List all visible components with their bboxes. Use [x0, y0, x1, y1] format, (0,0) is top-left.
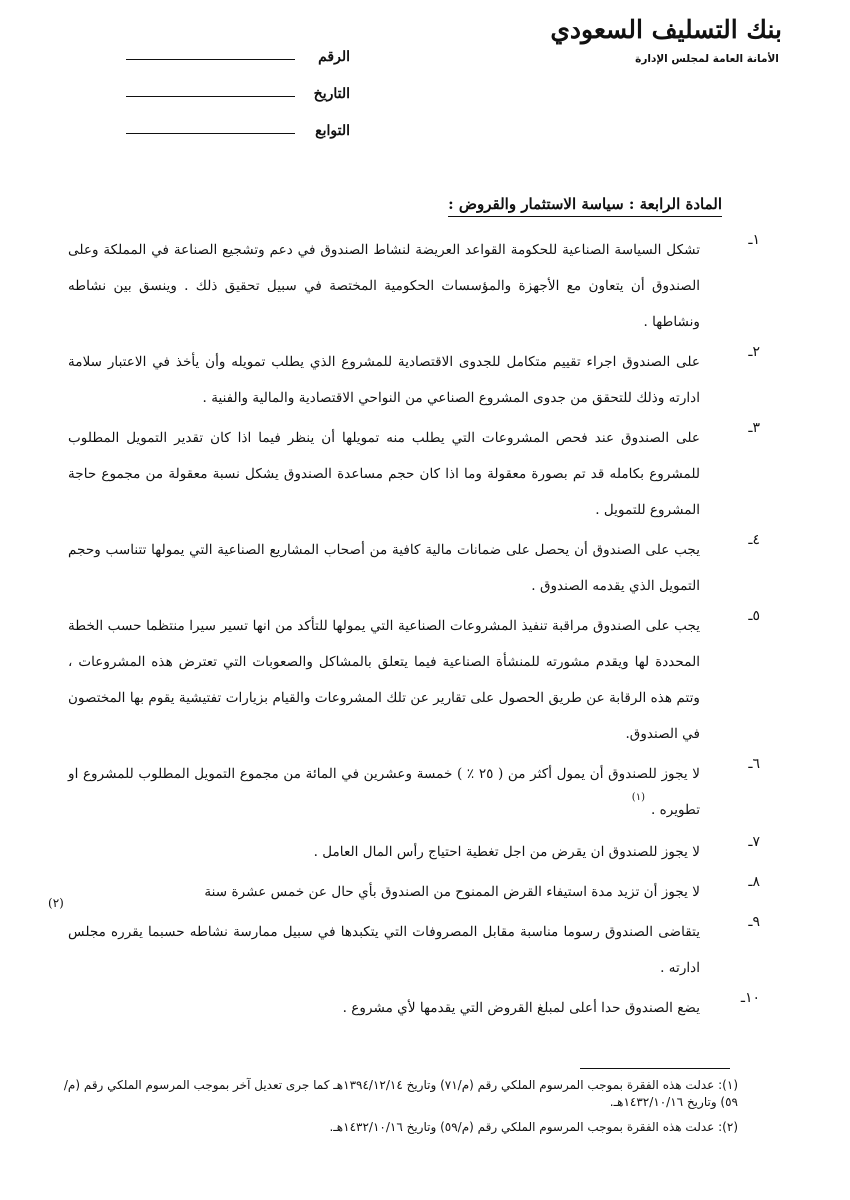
clause-9 [0, 914, 850, 986]
ref-line-date [126, 96, 295, 97]
clause-3 [0, 420, 850, 528]
ref-label-attachments: التوابع [315, 123, 350, 139]
clause-text: لا يجوز أن تزيد مدة استيفاء القرض الممنوح من الصندوق بأي حال عن خمس عشرة سنة [204, 884, 700, 900]
clause-7 [0, 834, 850, 870]
clause-text: يجب على الصندوق أن يحصل على ضمانات مالية كافية من أصحاب المشاريع الصناعية التي يمولها تتناسب وحجم التمويل الذي يقدمه الصندوق . [68, 542, 700, 594]
clause-number: ٧ـ [748, 834, 760, 850]
clause-text: يتقاضى الصندوق رسوما مناسبة مقابل المصروفات التي يتكبدها في سبيل ممارسة نشاطه حسبما يقرره مجلس ادارته . [68, 924, 700, 976]
footnote-marker: (١) [631, 792, 645, 803]
reference-fields [120, 28, 350, 139]
clause-number: ٨ـ [748, 874, 760, 890]
article-title: المادة الرابعة : سياسة الاستثمار والقروض : [448, 195, 722, 217]
clause-6 [0, 756, 850, 830]
clause-number: ١ـ [748, 232, 760, 248]
ref-label-date: التاريخ [313, 86, 350, 102]
clause-2 [0, 344, 850, 416]
clause-text: لا يجوز للصندوق ان يقرض من اجل تغطية احتياج رأس المال العامل . [313, 844, 700, 860]
clause-text: يضع الصندوق حدا أعلى لمبلغ القروض التي يقدمها لأي مشروع . [342, 1000, 700, 1016]
emblem-title: بنك التسليف السعودي [550, 15, 782, 44]
ref-line-attachments [126, 133, 295, 134]
clause-text: تشكل السياسة الصناعية للحكومة القواعد العريضة لنشاط الصندوق في دعم وتشجيع الصناعة في المملكة وعلى الصندوق أن يتعاون مع الأجهزة والمؤسسات الحكومية المختصة في سبيل تحقيق ذلك . وينسق بين نشاطه ونشاطها . [68, 242, 700, 330]
clause-10 [0, 990, 850, 1026]
footnote-marker-margin: (٢) [48, 896, 64, 910]
emblem-subtitle: الأمانة العامة لمجلس الإدارة [635, 53, 779, 66]
footnote-2: (٢): عدلت هذه الفقرة بموجب المرسوم الملكي رقم (م/٥٩) وتاريخ ١٤٣٢/١٠/١٦هـ. [329, 1120, 738, 1134]
footnotes [48, 1077, 738, 1144]
clause-text: على الصندوق عند فحص المشروعات التي يطلب منه تمويلها أن ينظر فيما اذا كان تقدير التمويل المطلوب للمشروع بكامله قد تم بصورة معقولة وما اذا كان حجم مساعدة الصندوق يشكل نسبة معقولة من مجموع حاجة المشروع للتمويل . [68, 430, 700, 518]
clause-4 [0, 532, 850, 604]
clause-text: لا يجوز للصندوق أن يمول أكثر من ( ٢٥ ٪ ) خمسة وعشرين في المائة من مجموع التمويل المطلوب للمشروع او تطويره . [68, 766, 700, 818]
ref-line-number [126, 59, 295, 60]
clause-number: ٥ـ [748, 608, 760, 624]
clause-text: على الصندوق اجراء تقييم متكامل للجدوى الاقتصادية للمشروع الذي يطلب تمويله وأن يأخذ في الاعتبار سلامة ادارته وذلك للتحقق من جدوى المشروع الصناعي من النواحي الاقتصادية والمالية والفنية . [68, 354, 700, 406]
ref-row-number [120, 28, 350, 65]
clause-text: يجب على الصندوق مراقبة تنفيذ المشروعات الصناعية التي يمولها للتأكد من انها تسير سيرا منتظما حسب الخطة المحددة لها ويقدم مشورته للمنشأة الصناعية فيما يتعلق بالمشاكل والصعوبات التي تعترض هذه المشروعات ، وتتم هذه الرقابة عن طريق الحصول على تقارير عن تلك المشروعات والقيام بزيارات تفتيشية يقوم بها المختصون في الصندوق. [68, 618, 700, 742]
clause-5 [0, 608, 850, 752]
clause-8 [0, 874, 850, 910]
footnote-divider [580, 1068, 730, 1069]
clause-text-with-footnote [68, 756, 700, 830]
clause-number: ٤ـ [748, 532, 760, 548]
clause-number: ٦ـ [748, 756, 760, 772]
clause-number: ٢ـ [748, 344, 760, 360]
ref-row-date [120, 65, 350, 102]
letterhead-emblem [550, 14, 782, 66]
clause-1 [0, 232, 850, 340]
clause-number: ١٠ـ [740, 990, 760, 1006]
clause-list [0, 232, 850, 1030]
footnote-1: (١): عدلت هذه الفقرة بموجب المرسوم الملكي رقم (م/٧١) وتاريخ ١٣٩٤/١٢/١٤هـ كما جرى تعديل آخر بموجب المرسوم الملكي رقم (م/٥٩) وتاريخ ١٤٣٢/١٠/١٦هـ. [63, 1078, 738, 1109]
ref-row-attachments [120, 102, 350, 139]
clause-number: ٩ـ [748, 914, 760, 930]
ref-label-number: الرقم [318, 49, 350, 65]
clause-number: ٣ـ [748, 420, 760, 436]
